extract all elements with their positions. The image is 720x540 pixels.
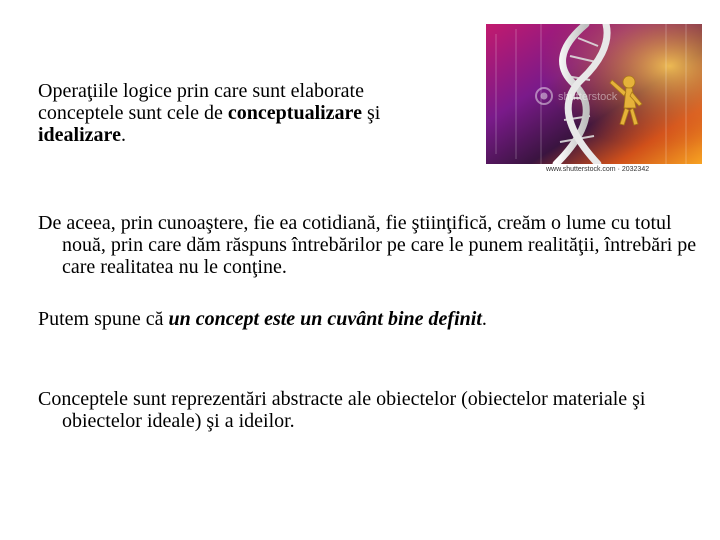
p1-text-3: . <box>120 124 126 146</box>
concept-definition: un concept este un cuvânt bine definit <box>168 308 482 330</box>
dna-helix-image <box>486 24 702 176</box>
term-conceptualizare: conceptualizare <box>227 102 362 124</box>
paragraph-conceptualization <box>38 80 418 146</box>
p4-text: Conceptele sunt reprezentări abstracte ale obiectelor (obiectelor materiale şi obiectelor ideale) şi a ideilor. <box>38 388 646 432</box>
svg-text:shutterstock: shutterstock <box>558 91 618 103</box>
paragraph-representations <box>38 388 700 432</box>
p1-text-1: Operaţiile logice prin care sunt elaborate conceptele sunt cele de <box>38 80 364 124</box>
paragraph-knowledge <box>38 212 700 278</box>
p1-text-2: şi <box>361 102 381 124</box>
p2-text: De aceea, prin cunoaştere, fie ea cotidiană, fie ştiinţifică, creăm o lume cu totul nouă, prin care dăm răspuns întrebărilor pe care le punem realităţii, întrebări pe care realitatea nu le conţine. <box>38 212 697 278</box>
image-credit: www.shutterstock.com · 2032342 <box>546 166 650 173</box>
p3-text-1: Putem spune că <box>38 308 169 330</box>
paragraph-definition <box>38 308 700 330</box>
p3-text-2: . <box>481 308 487 330</box>
term-idealizare: idealizare <box>38 124 121 146</box>
